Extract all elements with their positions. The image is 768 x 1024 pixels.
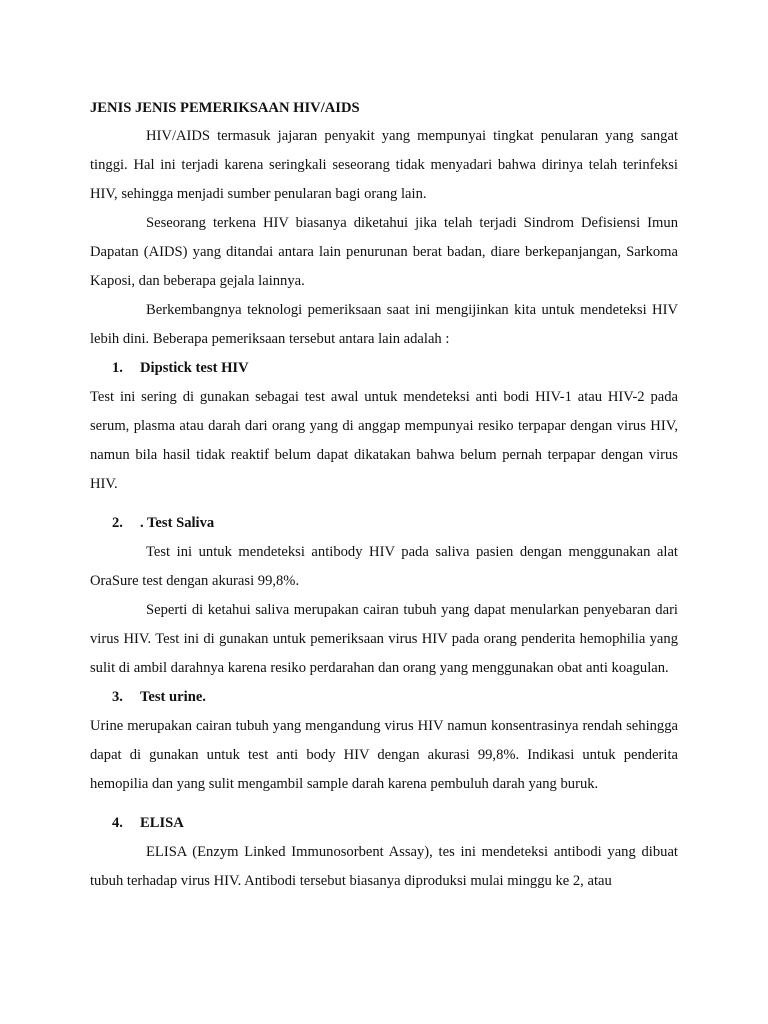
section-paragraph: ELISA (Enzym Linked Immunosorbent Assay), tes ini mendeteksi antibodi yang dibuat tubuh terhadap virus HIV. Antibodi tersebut biasanya diproduksi mulai minggu ke 2, atau	[90, 844, 678, 889]
document-title: JENIS JENIS PEMERIKSAAN HIV/AIDS	[90, 100, 360, 116]
section-number: 2.	[112, 515, 123, 531]
section-paragraph: Test ini untuk mendeteksi antibody HIV pada saliva pasien dengan menggunakan alat OraSure test dengan akurasi 99,8%.	[90, 544, 678, 589]
section-heading-saliva	[90, 509, 678, 538]
section-heading-dipstick	[90, 354, 678, 383]
intro-paragraph-2: Seseorang terkena HIV biasanya diketahui jika telah terjadi Sindrom Defisiensi Imun Dapatan (AIDS) yang ditandai antara lain penurunan berat badan, diare berkepanjangan, Sarkoma Kaposi, dan beberapa gejala lainnya.	[90, 215, 678, 289]
section-title: Dipstick test HIV	[140, 360, 249, 376]
section-paragraph: Urine merupakan cairan tubuh yang mengandung virus HIV namun konsentrasinya rendah sehingga dapat di gunakan untuk test anti body HIV dengan akurasi 99,8%. Indikasi untuk penderita hemopilia dan yang sulit mengambil sample darah karena pembuluh darah yang buruk.	[90, 718, 678, 792]
section-paragraph: Test ini sering di gunakan sebagai test awal untuk mendeteksi anti bodi HIV-1 atau HIV-2 pada serum, plasma atau darah dari orang yang di anggap mempunyai resiko terpapar dengan virus HIV, namun bila hasil tidak reaktif belum dapat dikatakan bahwa belum pernah terpapar dengan virus HIV.	[90, 389, 678, 492]
section-title: Test urine.	[140, 689, 206, 705]
intro-paragraph-1: HIV/AIDS termasuk jajaran penyakit yang mempunyai tingkat penularan yang sangat tinggi. Hal ini terjadi karena seringkali seseorang tidak menyadari bahwa dirinya telah terinfeksi HIV, sehingga menjadi sumber penularan bagi orang lain.	[90, 128, 678, 202]
section-title: ELISA	[140, 815, 184, 831]
section-heading-elisa	[90, 809, 678, 838]
document-page	[90, 98, 678, 896]
section-paragraph: Seperti di ketahui saliva merupakan cairan tubuh yang dapat menularkan penyebaran dari virus HIV. Test ini di gunakan untuk pemeriksaan virus HIV pada orang penderita hemophilia yang sulit di ambil darahnya karena resiko perdarahan dan orang yang menggunakan obat anti koagulan.	[90, 602, 678, 676]
section-number: 1.	[112, 360, 123, 376]
section-number: 3.	[112, 689, 123, 705]
intro-paragraph-3: Berkembangnya teknologi pemeriksaan saat ini mengijinkan kita untuk mendeteksi HIV lebih dini. Beberapa pemeriksaan tersebut antara lain adalah :	[90, 302, 678, 347]
section-number: 4.	[112, 815, 123, 831]
section-title: . Test Saliva	[140, 515, 215, 531]
section-heading-urine	[90, 683, 678, 712]
